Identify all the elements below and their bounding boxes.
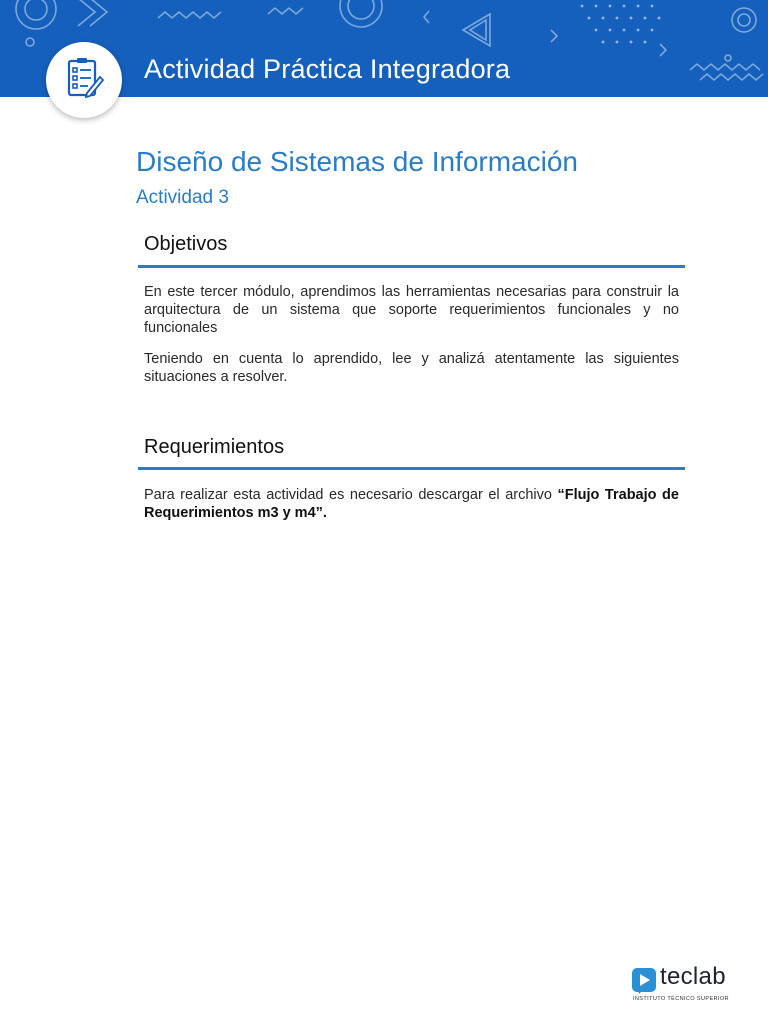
requerimientos-paragraph-text: Para realizar esta actividad es necesario descargar el archivo [144,487,558,503]
teclab-logo [632,963,748,1006]
checklist-document-icon [61,55,107,106]
download-file-name: “Flujo Trabajo de Requerimientos m3 y m4”. [144,487,679,521]
activity-badge [46,42,122,118]
section-heading-requerimientos: Requerimientos [144,436,285,458]
section-divider-objetivos [138,265,685,268]
logo-name: teclab [660,963,726,990]
objetivos-paragraph-1: En este tercer módulo, aprendimos las herramientas necesarias para construir la arquitectura de un sistema que soporte requerimientos funcionales y no funcionales [144,284,679,336]
document-subtitle: Actividad 3 [136,187,229,208]
objetivos-paragraph-2: Teniendo en cuenta lo aprendido, lee y analizá atentamente las siguientes situaciones a resolver. [144,351,679,385]
document-title: Diseño de Sistemas de Información [136,146,578,177]
section-divider-requerimientos [138,467,685,470]
banner-title: Actividad Práctica Integradora [144,54,511,84]
logo-tagline: INSTITUTO TÉCNICO SUPERIOR [633,996,729,1002]
section-heading-objetivos: Objetivos [144,233,228,255]
requerimientos-paragraph [144,486,679,522]
